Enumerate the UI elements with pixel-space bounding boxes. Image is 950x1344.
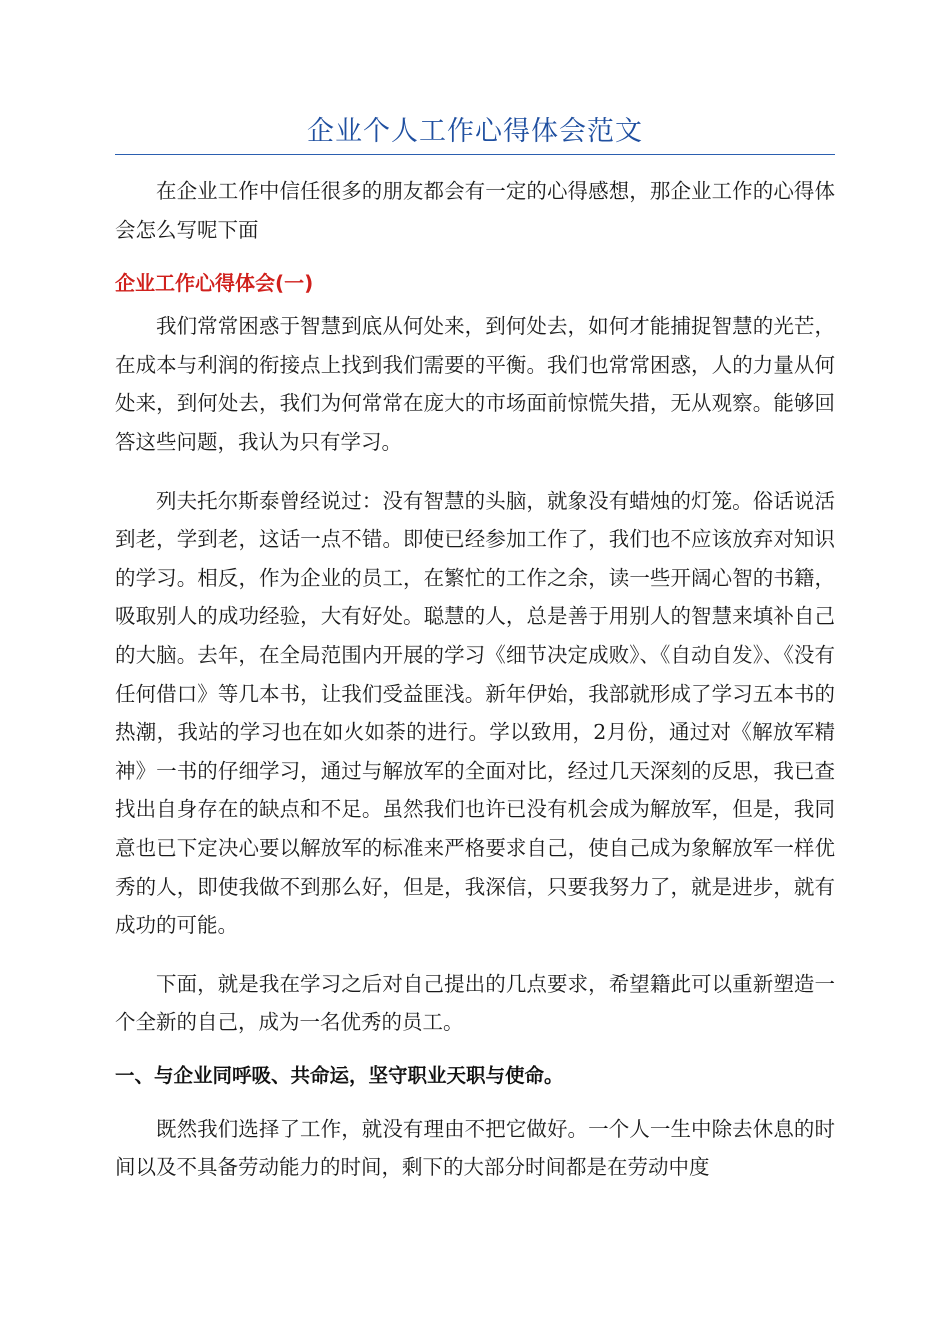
section-heading: 企业工作心得体会(一) bbox=[115, 271, 314, 296]
body-paragraph: 下面，就是我在学习之后对自己提出的几点要求，希望籍此可以重新塑造一个全新的自己，成为一名优秀的员工。 bbox=[115, 971, 835, 1035]
subheading: 一、与企业同呼吸、共命运，坚守职业天职与使命。 bbox=[115, 1063, 564, 1087]
document-title: 企业个人工作心得体会范文 bbox=[307, 116, 643, 147]
intro-paragraph: 在企业工作中信任很多的朋友都会有一定的心得感想，那企业工作的心得体会怎么写呢下面 bbox=[115, 179, 835, 242]
body-paragraph: 列夫托尔斯泰曾经说过：没有智慧的头脑，就象没有蜡烛的灯笼。俗话说活到老，学到老，这话一点不错。即使已经参加工作了，我们也不应该放弃对知识的学习。相反，作为企业的员工，在繁忙的工作之余，读一些开阔心智的书籍，吸取别人的成功经验，大有好处。聪慧的人，总是善于用别人的智慧来填补自己的大脑。去年，在全局范围内开展的学习《细节决定成败》、《自动自发》、《没有任何借口》等几本书，让我们受益匪浅。新年伊始，我部就形成了学习五本书的热潮，我站的学习也在如火如荼的进行。学以致用，2月份，通过对《解放军精神》一书的仔细学习，通过与解放军的全面对比，经过几天深刻的反思，我已查找出自身存在的缺点和不足。虽然我们也许已没有机会成为解放军，但是，我同意也已下定决心要以解放军的标准来严格要求自己，使自己成为象解放军一样优秀的人，即使我做不到那么好，但是，我深信，只要我努力了，就是进步，就有成功的可能。 bbox=[115, 488, 835, 938]
spacer bbox=[115, 249, 835, 263]
spacer bbox=[115, 945, 835, 965]
body-paragraph: 既然我们选择了工作，就没有理由不把它做好。一个人一生中除去休息的时间以及不具备劳动能力的时间，剩下的大部分时间都是在劳动中度 bbox=[115, 1116, 835, 1180]
spacer bbox=[115, 1042, 835, 1056]
spacer bbox=[115, 462, 835, 482]
spacer bbox=[115, 1096, 835, 1110]
body-paragraph: 我们常常困惑于智慧到底从何处来，到何处去，如何才能捕捉智慧的光芒，在成本与利润的衔接点上找到我们需要的平衡。我们也常常困惑，人的力量从何处来，到何处去，我们为何常常在庞大的市场面前惊慌失措，无从观察。能够回答这些问题，我认为只有学习。 bbox=[115, 314, 835, 454]
title-underline bbox=[115, 154, 835, 155]
document-body bbox=[115, 172, 835, 1187]
